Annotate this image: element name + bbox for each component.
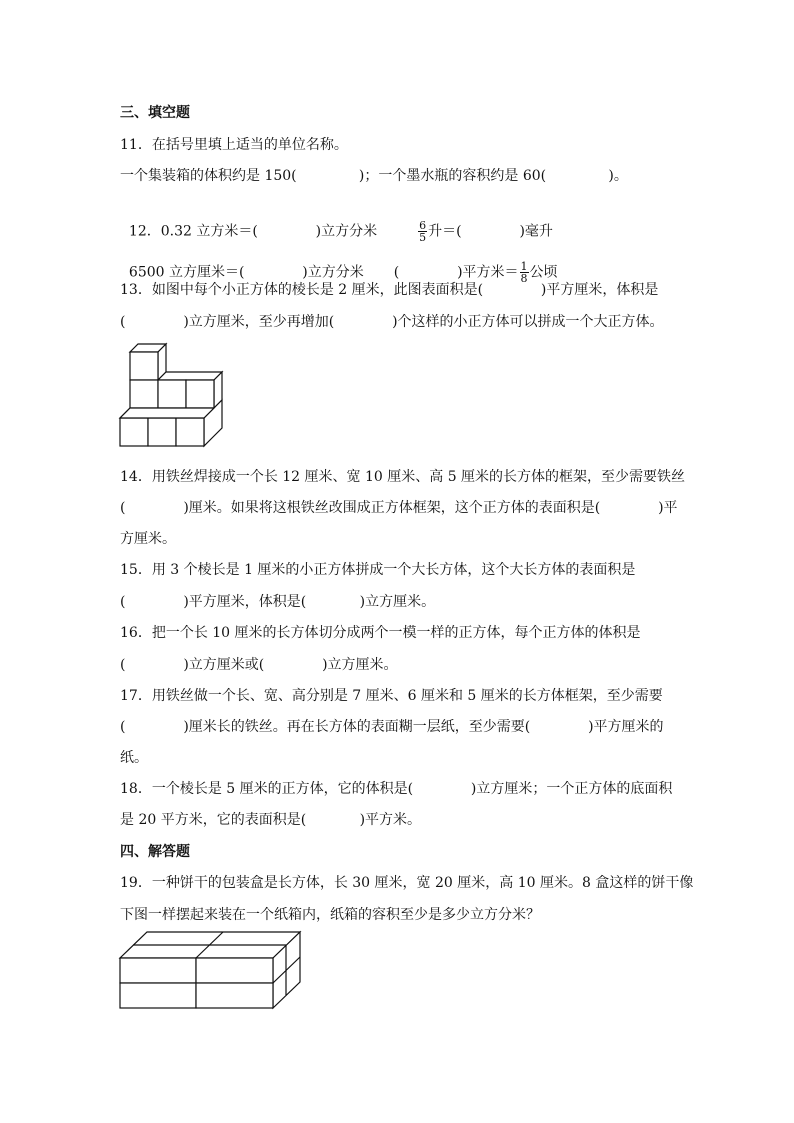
cube-front-face (186, 380, 214, 408)
q17-line3: 纸。 (120, 750, 148, 766)
cube-stack (120, 344, 222, 446)
q12-unit-hectare: 公顷 (529, 264, 558, 281)
q19-box-stack-figure (118, 928, 308, 1010)
box-front-face (196, 983, 273, 1008)
q17-line1: 17．用铁丝做一个长、宽、高分别是 7 厘米、6 厘米和 5 厘米的长方体框架，至少需要 (120, 688, 663, 704)
q12-part-c: 6500 立方厘米＝( )立方分米 (128, 264, 364, 281)
q16-line2: ( )立方厘米或( )立方厘米。 (120, 657, 398, 673)
box-front-face (120, 983, 196, 1008)
q17-line2: ( )厘米长的铁丝。再在长方体的表面糊一层纸，至少需要( )平方厘米的 (120, 719, 664, 735)
cube-front-face (176, 418, 204, 446)
cube-front-face (158, 380, 186, 408)
q11-line1: 11．在括号里填上适当的单位名称。 (120, 137, 348, 153)
fraction-denominator: 5 (419, 231, 427, 244)
box-front-face (120, 958, 196, 983)
q14-line1: 14．用铁丝焊接成一个长 12 厘米、宽 10 厘米、高 5 厘米的长方体的框架，至少需要铁丝 (120, 469, 686, 485)
q16-line1: 16．把一个长 10 厘米的长方体切分成两个一模一样的正方体，每个正方体的体积是 (120, 625, 641, 641)
q12-part-d: ( )平方米＝ (393, 264, 519, 281)
q18-line1: 18．一个棱长是 5 厘米的正方体，它的体积是( )立方厘米；一个正方体的底面积 (120, 781, 673, 797)
box-stack (120, 932, 300, 1008)
q14-line3: 方厘米。 (120, 531, 176, 547)
box-front-face (196, 958, 273, 983)
q12-line2 (120, 243, 558, 284)
fraction-numerator: 6 (419, 219, 427, 232)
cube-front-face (130, 380, 158, 408)
section-3-heading: 三、填空题 (120, 105, 190, 121)
q19-line2: 下图一样摆起来装在一个纸箱内，纸箱的容积至少是多少立方分米？ (120, 907, 540, 923)
cube-front-face (130, 352, 158, 380)
q12-fraction-6-5 (418, 220, 427, 243)
q15-line1: 15．用 3 个棱长是 1 厘米的小正方体拼成一个大长方体，这个大长方体的表面积是 (120, 562, 636, 578)
q13-line1: 13．如图中每个小正方体的棱长是 2 厘米，此图表面积是( )平方厘米，体积是 (120, 282, 659, 298)
q12-part-b: 升＝( )毫升 (428, 223, 553, 240)
q19-line1: 19．一种饼干的包装盒是长方体，长 30 厘米，宽 20 厘米，高 10 厘米。8 盒这样的饼干像 (120, 875, 694, 891)
q12-part-a: 12．0.32 立方米＝( )立方分米 (128, 223, 378, 240)
cube-front-face (120, 418, 148, 446)
section-4-heading: 四、解答题 (120, 844, 190, 860)
q11-line2: 一个集装箱的体积约是 150( )；一个墨水瓶的容积约是 60( )。 (120, 168, 628, 184)
cube-top-face (158, 372, 222, 380)
q14-line2: ( )厘米。如果将这根铁丝改围成正方体框架，这个正方体的表面积是( )平 (120, 500, 678, 516)
cube-front-face (148, 418, 176, 446)
fraction-denominator: 8 (520, 272, 528, 285)
cube-top-face (120, 408, 214, 418)
q18-line2: 是 20 平方米，它的表面积是( )平方米。 (120, 812, 422, 828)
q15-line2: ( )平方厘米，体积是( )立方厘米。 (120, 594, 436, 610)
fraction-numerator: 1 (520, 260, 528, 273)
q13-cube-figure (118, 342, 230, 452)
q12-line1 (120, 202, 553, 243)
q13-line2: ( )立方厘米，至少再增加( )个这样的小正方体可以拼成一个大正方体。 (120, 314, 664, 330)
